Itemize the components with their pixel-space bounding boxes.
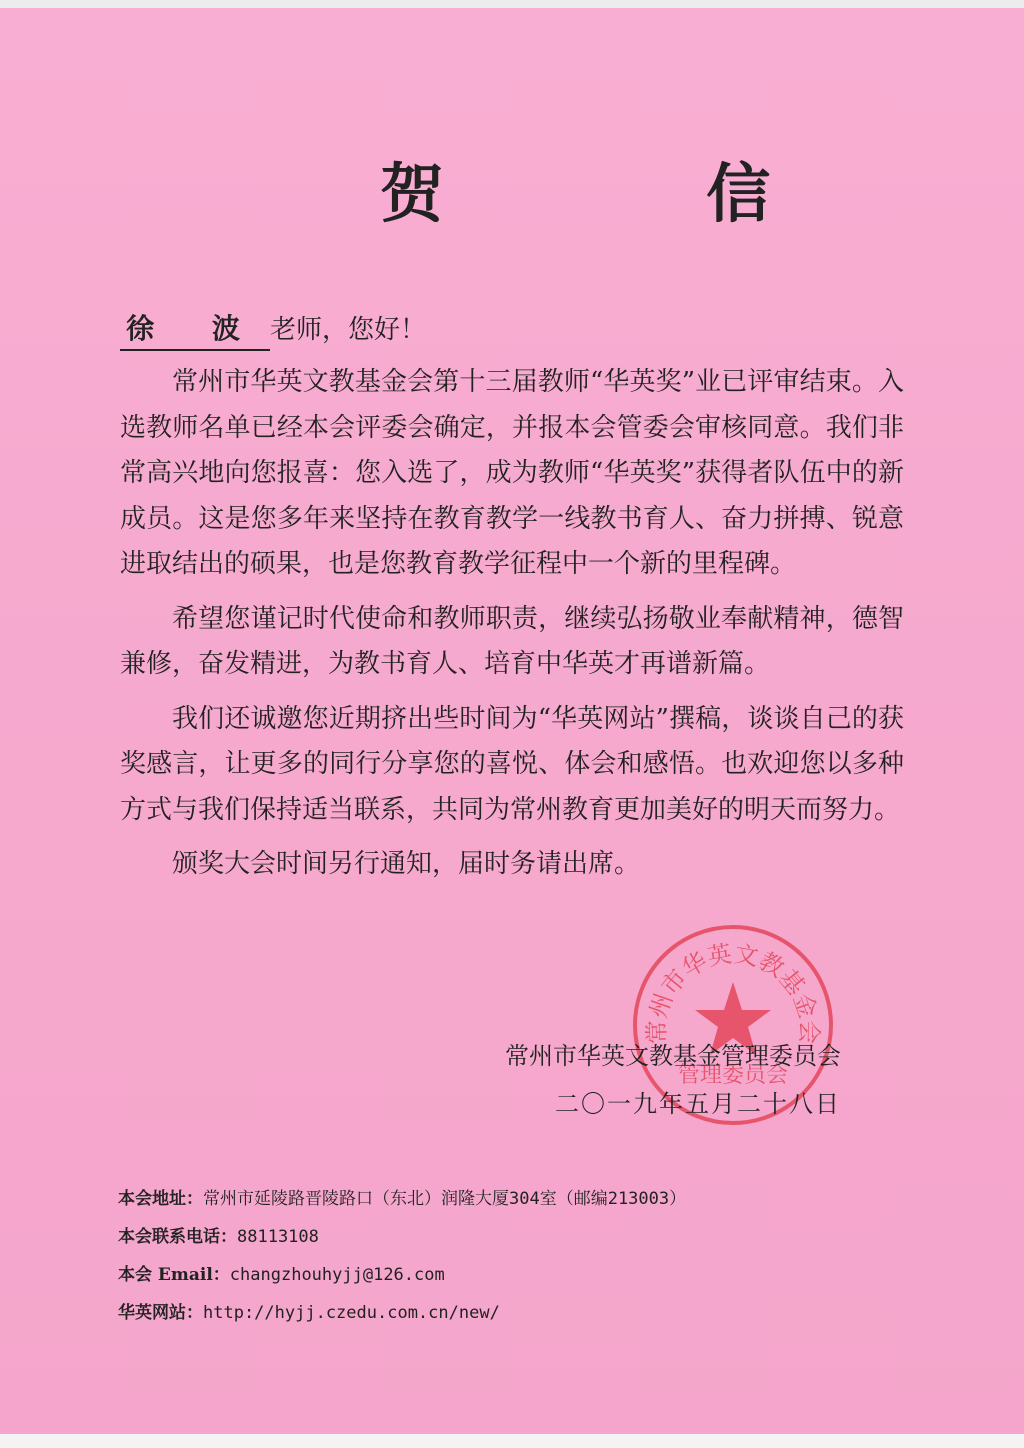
paragraph-invitation: 我们还诚邀您近期挤出些时间为“华英网站”撰稿，谈谈自己的获奖感言，让更多的同行分享您的喜悦、体会和感悟。也欢迎您以多种方式与我们保持适当联系，共同为常州教育更加美好的明天而努力。 xyxy=(120,703,904,825)
email-value[interactable]: changzhouhyjj@126.com xyxy=(229,1265,445,1285)
scan-bottom-edge xyxy=(0,1434,1024,1448)
phone-value: 88113108 xyxy=(237,1227,319,1247)
contact-phone xyxy=(118,1218,918,1256)
contact-email xyxy=(118,1256,918,1294)
letter-body xyxy=(120,360,904,897)
paragraph-hope: 希望您谨记时代使命和教师职责，继续弘扬敬业奉献精神，德智兼修，奋发精进，为教书育人、培育中华英才再谱新篇。 xyxy=(120,603,904,679)
contact-block xyxy=(118,1180,918,1332)
seal-ring-text: 常州市华英文教基金会 xyxy=(642,939,824,1045)
letter-title: 贺 信 xyxy=(380,157,891,232)
website-label: 华英网站： xyxy=(118,1303,203,1323)
contact-website xyxy=(118,1294,918,1332)
address-label: 本会地址： xyxy=(118,1189,203,1209)
address-value: 常州市延陵路晋陵路口（东北）润隆大厦304室（邮编213003） xyxy=(203,1189,687,1209)
greeting: 老师，您好！ xyxy=(270,315,427,345)
scan-top-edge xyxy=(0,0,1024,8)
recipient-name: 徐 波 xyxy=(120,309,270,351)
paragraph-ceremony: 颁奖大会时间另行通知，届时务请出席。 xyxy=(172,849,641,879)
signing-date: 二〇一九年五月二十八日 xyxy=(555,1090,841,1118)
salutation xyxy=(120,308,426,352)
contact-address xyxy=(118,1180,918,1218)
signing-organization: 常州市华英文教基金管理委员会 xyxy=(505,1042,841,1070)
phone-label: 本会联系电话： xyxy=(118,1227,237,1247)
website-link[interactable]: http://hyjj.czedu.com.cn/new/ xyxy=(203,1303,500,1323)
email-label: 本会 Email： xyxy=(118,1265,230,1285)
seal-bottom-text: 管理委员会 xyxy=(677,1063,789,1088)
paragraph-announcement: 常州市华英文教基金会第十三届教师“华英奖”业已评审结束。入选教师名单已经本会评委会确定，并报本会管委会审核同意。我们非常高兴地向您报喜：您入选了，成为教师“华英奖”获得者队伍中的新成员。这是您多年来坚持在教育教学一线教书育人、奋力拼搏、锐意进取结出的硕果，也是您教育教学征程中一个新的里程碑。 xyxy=(120,367,904,579)
